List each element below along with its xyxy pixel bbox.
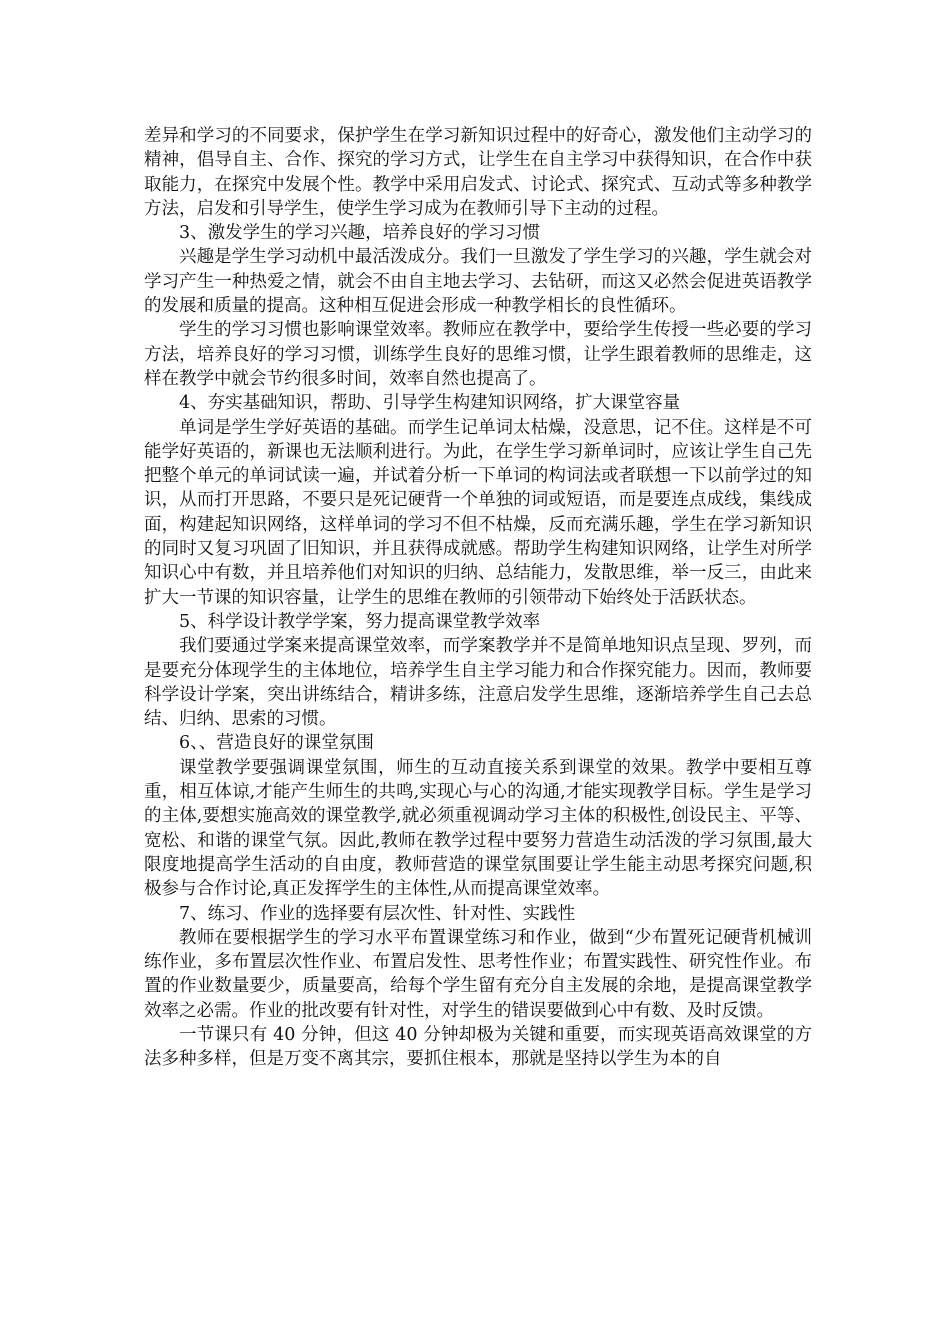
paragraph-continued: 差异和学习的不同要求，保护学生在学习新知识过程中的好奇心，激发他们主动学习的精神，倡导自主、合作、探究的学习方式，让学生在自主学习中获得知识，在合作中获取能力，在探究中发展个性。教学中采用启发式、讨论式、探究式、互动式等多种教学方法，启发和引导学生，使学生学习成为在教师引导下主动的过程。 [144,126,812,219]
paragraph-habits: 学生的学习习惯也影响课堂效率。教师应在教学中，要给学生传授一些必要的学习方法，培养良好的学习习惯，训练学生良好的思维习惯，让学生跟着教师的思维走，这样在教学中就会节约很多时间，效率自然也提高了。 [144,320,812,389]
document-body [144,124,812,1072]
paragraph-homework: 教师在要根据学生的学习水平布置课堂练习和作业，做到“少布置死记硬背机械训练作业，多布置层次性作业、布置启发性、思考性作业；布置实践性、研究性作业。布置的作业数量要少，质量要高，给每个学生留有充分自主发展的余地，是提高课堂教学效率之必需。作业的批改要有针对性，对学生的错误要做到心中有数、及时反馈。 [144,927,812,1021]
paragraph-interest: 兴趣是学生学习动机中最活泼成分。我们一旦激发了学生学习的兴趣，学生就会对学习产生一种热爱之情，就会不由自主地去学习、去钻研，而这又必然会促进英语教学的发展和质量的提高。这种相互促进会形成一种教学相长的良性循环。 [144,247,812,317]
section-heading-6: 6、、营造良好的课堂氛围 [179,733,374,754]
section-heading-7: 7、练习、作业的选择要有层次性、针对性、实践性 [179,903,576,924]
paragraph-atmosphere: 课堂教学要强调课堂氛围，师生的互动直接关系到课堂的效果。教学中要相互尊重，相互体谅,才能产生师生的共鸣,实现心与心的沟通,才能实现教学目标。学生是学习的主体,要想实施高效的课堂教学,就必须重视调动学习主体的积极性,创设民主、平等、宽松、和谐的课堂气氛。因此,教师在教学过程中要努力营造生动活泼的学习氛围,最大限度地提高学生活动的自由度，教师营造的课堂氛围要让学生能主动思考探究问题,积极参与合作讨论,真正发挥学生的主体性,从而提高课堂效率。 [144,757,812,900]
paragraph-vocabulary: 单词是学生学好英语的基础。而学生记单词太枯燥，没意思，记不住。这样是不可能学好英语的，新课也无法顺利进行。为此，在学生学习新单词时，应该让学生自己先把整个单元的单词试读一遍，并试着分析一下单词的构词法或者联想一下以前学过的知识，从而打开思路，不要只是死记硬背一个单独的词或短语，而是要连点成线，集线成面，构建起知识网络，这样单词的学习不但不枯燥，反而充满乐趣，学生在学习新知识的同时又复习巩固了旧知识，并且获得成就感。帮助学生构建知识网络，让学生对所学知识心中有数，并且培养他们对知识的归纳、总结能力，发散思维，举一反三，由此来扩大一节课的知识容量，让学生的思维在教师的引领带动下始终处于活跃状态。 [144,417,812,608]
section-heading-4: 4、夯实基础知识，帮助、引导学生构建知识网络，扩大课堂容量 [179,393,681,414]
section-heading-5: 5、科学设计教学学案，努力提高课堂教学效率 [179,611,541,632]
paragraph-study-plan: 我们要通过学案来提高课堂效率，而学案教学并不是简单地知识点呈现、罗列，而是要充分体现学生的主体地位，培养学生自主学习能力和合作探究能力。因而，教师要科学设计学案，突出讲练结合，精讲多练，注意启发学生思维，逐渐培养学生自己去总结、归纳、思索的习惯。 [144,636,812,730]
paragraph-conclusion: 一节课只有 40 分钟，但这 40 分钟却极为关键和重要，而实现英语高效课堂的方法多种多样，但是万变不离其宗，要抓住根本，那就是坚持以学生为本的自 [144,1024,812,1070]
section-heading-3: 3、激发学生的学习兴趣，培养良好的学习习惯 [179,223,541,244]
